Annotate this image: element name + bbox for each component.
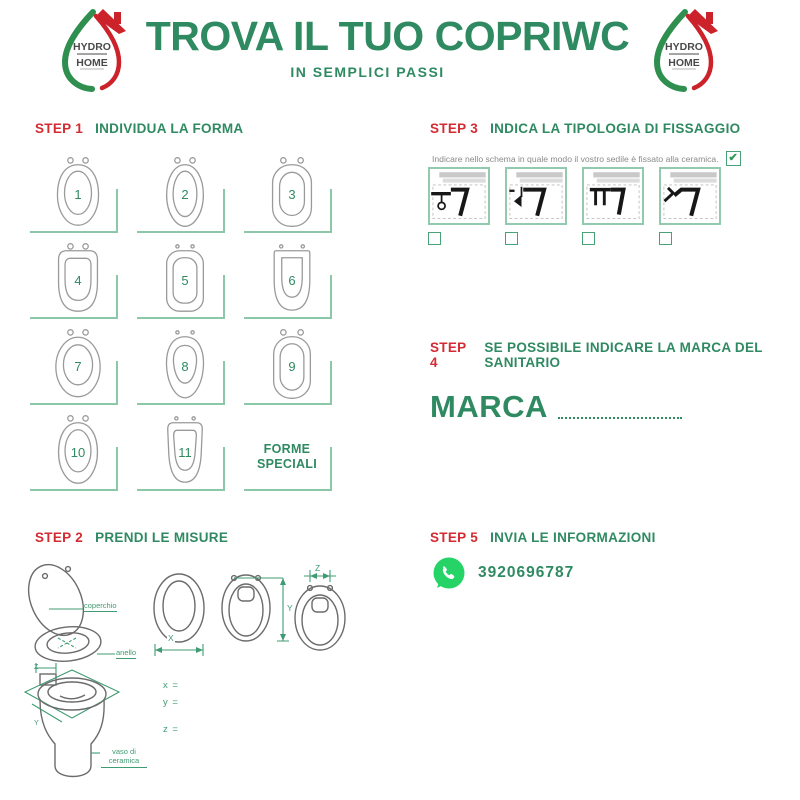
step3-instruction-row xyxy=(432,151,741,166)
step1-label: STEP 1 xyxy=(35,121,84,136)
logo-line1: HYDRO xyxy=(73,41,111,53)
brand-input-line[interactable] xyxy=(558,417,682,419)
hydro-home-logo-right xyxy=(648,5,720,100)
fixing-checkbox-3[interactable] xyxy=(582,232,595,245)
special-shapes-label: FORME SPECIALI xyxy=(256,442,318,471)
seat-shape-option-7[interactable] xyxy=(30,320,137,406)
seat-shape-number: 9 xyxy=(288,359,296,374)
measure-field-z[interactable]: z = xyxy=(163,724,179,735)
fixing-diagram-2[interactable] xyxy=(505,167,567,225)
seat-shape-option-6[interactable] xyxy=(244,234,351,320)
seat-shape-number: 4 xyxy=(74,273,82,288)
seat-shape-option-9[interactable] xyxy=(244,320,351,406)
whatsapp-contact-row[interactable] xyxy=(433,557,574,589)
fixing-checkbox-4[interactable] xyxy=(659,232,672,245)
seat-shape-option-2[interactable] xyxy=(137,148,244,234)
x-dim-letter: X xyxy=(168,633,174,643)
seat-shape-number: 6 xyxy=(288,273,296,288)
seat-shape-number: 11 xyxy=(178,445,192,460)
fixing-checkbox-2[interactable] xyxy=(505,232,518,245)
seat-shape-option-1[interactable] xyxy=(30,148,137,234)
whatsapp-phone-number[interactable]: 3920696787 xyxy=(478,564,575,581)
checkmark-icon: ✔ xyxy=(728,152,738,164)
measure-field-y[interactable]: y = xyxy=(163,697,179,708)
y-dim-letter-small: Y xyxy=(34,720,39,727)
seat-shape-option-4[interactable] xyxy=(30,234,137,320)
example-checkbox-checked[interactable] xyxy=(726,151,741,166)
fixing-type-1-icon xyxy=(430,169,488,223)
fixing-type-3-icon xyxy=(584,169,642,223)
step1-title: INDIVIDUA LA FORMA xyxy=(95,121,244,136)
measure-field-x[interactable]: x = xyxy=(163,680,179,691)
step4-header xyxy=(430,340,800,370)
step2-title: PRENDI LE MISURE xyxy=(95,530,229,545)
step5-header xyxy=(430,530,656,545)
step3-header xyxy=(430,121,740,136)
seat-shape-number: 10 xyxy=(70,445,86,460)
fixing-options-row xyxy=(428,167,721,245)
step3-title: INDICA LA TIPOLOGIA DI FISSAGGIO xyxy=(490,121,741,136)
seat-measurement-diagram xyxy=(148,556,398,674)
brand-field-label: MARCA xyxy=(430,389,548,424)
fixing-option-1 xyxy=(428,167,490,245)
fixing-checkbox-1[interactable] xyxy=(428,232,441,245)
seat-shape-number: 2 xyxy=(181,187,189,202)
fixing-type-2-icon xyxy=(507,169,565,223)
seat-shape-grid xyxy=(30,148,351,492)
step4-title: SE POSSIBILE INDICARE LA MARCA DEL SANITARIO xyxy=(484,340,763,370)
fixing-diagram-4[interactable] xyxy=(659,167,721,225)
z-dim-letter: Z xyxy=(315,563,321,573)
ring-label: anello xyxy=(116,648,137,657)
step4-label: STEP 4 xyxy=(430,340,467,370)
seat-shape-option-8[interactable] xyxy=(137,320,244,406)
seat-shape-number: 5 xyxy=(181,273,189,288)
step3-label: STEP 3 xyxy=(430,121,479,136)
logo-line2: HOME xyxy=(668,57,700,69)
seat-shape-number: 1 xyxy=(74,187,82,202)
step3-instruction: Indicare nello schema in quale modo il vostro sedile è fissato alla ceramica. xyxy=(432,153,719,164)
fixing-option-4 xyxy=(659,167,721,245)
drop-logo-icon xyxy=(648,5,720,95)
y-dim-letter: Y xyxy=(287,603,293,613)
page-subtitle: IN SEMPLICI PASSI xyxy=(290,64,445,80)
seat-shape-option-special[interactable] xyxy=(244,406,351,492)
step2-header xyxy=(35,530,228,545)
fixing-type-4-icon xyxy=(661,169,719,223)
fixing-option-3 xyxy=(582,167,644,245)
seat-shape-option-11[interactable] xyxy=(137,406,244,492)
step2-label: STEP 2 xyxy=(35,530,84,545)
seat-shape-option-10[interactable] xyxy=(30,406,137,492)
whatsapp-icon[interactable] xyxy=(433,557,465,589)
page-title: TROVA IL TUO COPRIWC xyxy=(145,13,630,59)
brand-field-row xyxy=(430,389,682,425)
fixing-diagram-3[interactable] xyxy=(582,167,644,225)
z-dim-letter-small: Z xyxy=(34,664,39,671)
step5-title: INVIA LE INFORMAZIONI xyxy=(490,530,656,545)
logo-line1: HYDRO xyxy=(665,41,703,53)
logo-line2: HOME xyxy=(76,57,108,69)
seat-shape-option-5[interactable] xyxy=(137,234,244,320)
seat-shape-number: 3 xyxy=(288,187,296,202)
seat-shape-number: 8 xyxy=(181,359,189,374)
bowl-label: vaso di ceramica xyxy=(101,747,147,768)
lid-label: coperchio xyxy=(84,601,117,610)
seat-shape-number: 7 xyxy=(74,359,82,374)
step1-header xyxy=(35,121,243,136)
step5-label: STEP 5 xyxy=(430,530,479,545)
fixing-option-2 xyxy=(505,167,567,245)
fixing-diagram-1[interactable] xyxy=(428,167,490,225)
seat-shape-option-3[interactable] xyxy=(244,148,351,234)
